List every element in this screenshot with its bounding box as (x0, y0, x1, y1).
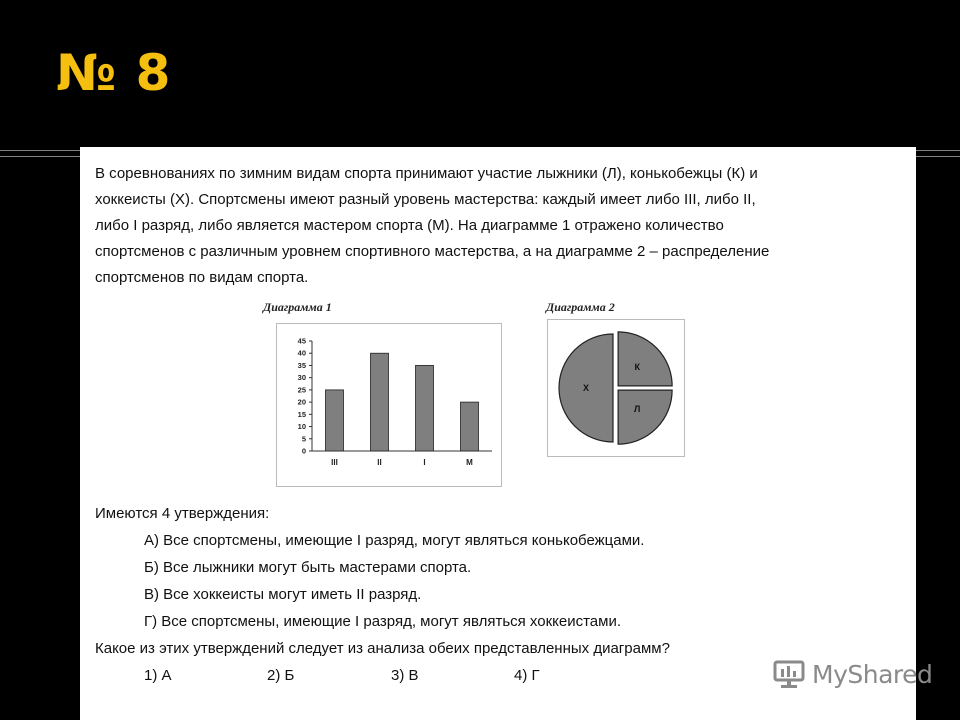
y-tick-label: 15 (297, 409, 306, 419)
task-line: спортсменов с различным уровнем спортивного мастерства, а на диаграмме 2 – распределение (95, 243, 770, 260)
task-line: либо I разряд, либо является мастером спорта (М). На диаграмме 1 отражено количество (95, 217, 724, 234)
bar-1 (326, 390, 344, 451)
y-tick-label: 45 (297, 336, 306, 346)
y-tick-label: 5 (301, 434, 306, 444)
pie-chart-title: Диаграмма 2 (546, 300, 615, 314)
slide-title: № 8 (56, 44, 172, 102)
question-text: Какое из этих утверждений следует из анализа обеих представленных диаграмм? (95, 640, 670, 657)
statement-a: А) Все спортсмены, имеющие I разряд, могут являться конькобежцами. (144, 532, 645, 549)
presentation-screen-icon (772, 659, 806, 689)
pie-slice-label: Х (582, 383, 590, 393)
x-category-label: I (423, 458, 426, 467)
pie-slice-label: Л (634, 404, 641, 415)
bar-chart-title: Диаграмма 1 (263, 300, 332, 314)
bar-4 (461, 402, 479, 451)
bar-chart (276, 323, 502, 487)
pie-chart (547, 319, 685, 457)
watermark-text: MyShared (812, 659, 933, 689)
statement-c: В) Все хоккеисты могут иметь II разряд. (144, 586, 422, 603)
y-tick-label: 30 (297, 373, 306, 383)
answer-option-2[interactable]: 2) Б (267, 667, 295, 684)
statement-d: Г) Все спортсмены, имеющие I разряд, могут являться хоккеистами. (144, 613, 622, 630)
answer-option-4[interactable]: 4) Г (514, 667, 540, 684)
x-category-label: М (466, 458, 473, 467)
statements-intro: Имеются 4 утверждения: (95, 505, 270, 522)
statement-b: Б) Все лыжники могут быть мастерами спорта. (144, 559, 472, 576)
y-tick-label: 25 (297, 385, 306, 395)
x-category-label: III (331, 458, 338, 467)
bar-2 (371, 353, 389, 451)
pie-slice-2 (618, 390, 672, 444)
y-tick-label: 40 (297, 348, 306, 358)
divider-left (0, 150, 80, 157)
watermark-logo (772, 656, 932, 692)
pie-slice-label: К (634, 361, 640, 372)
y-tick-label: 10 (297, 422, 306, 432)
task-line: спортсменов по видам спорта. (95, 269, 309, 286)
task-sheet (80, 147, 916, 720)
y-tick-label: 20 (297, 397, 306, 407)
answer-option-1[interactable]: 1) А (144, 667, 172, 684)
x-category-label: II (377, 458, 382, 467)
pie-slice-3 (618, 332, 672, 386)
task-description (95, 161, 900, 291)
divider-right (916, 150, 960, 157)
task-line: В соревнованиях по зимним видам спорта принимают участие лыжники (Л), конькобежцы (К) и (95, 165, 758, 182)
answer-option-3[interactable]: 3) В (391, 667, 419, 684)
y-tick-label: 35 (297, 360, 306, 370)
task-line: хоккеисты (Х). Спортсмены имеют разный уровень мастерства: каждый имеет либо III, либо II, (95, 191, 756, 208)
bar-3 (416, 365, 434, 451)
y-tick-label: 0 (301, 446, 306, 456)
